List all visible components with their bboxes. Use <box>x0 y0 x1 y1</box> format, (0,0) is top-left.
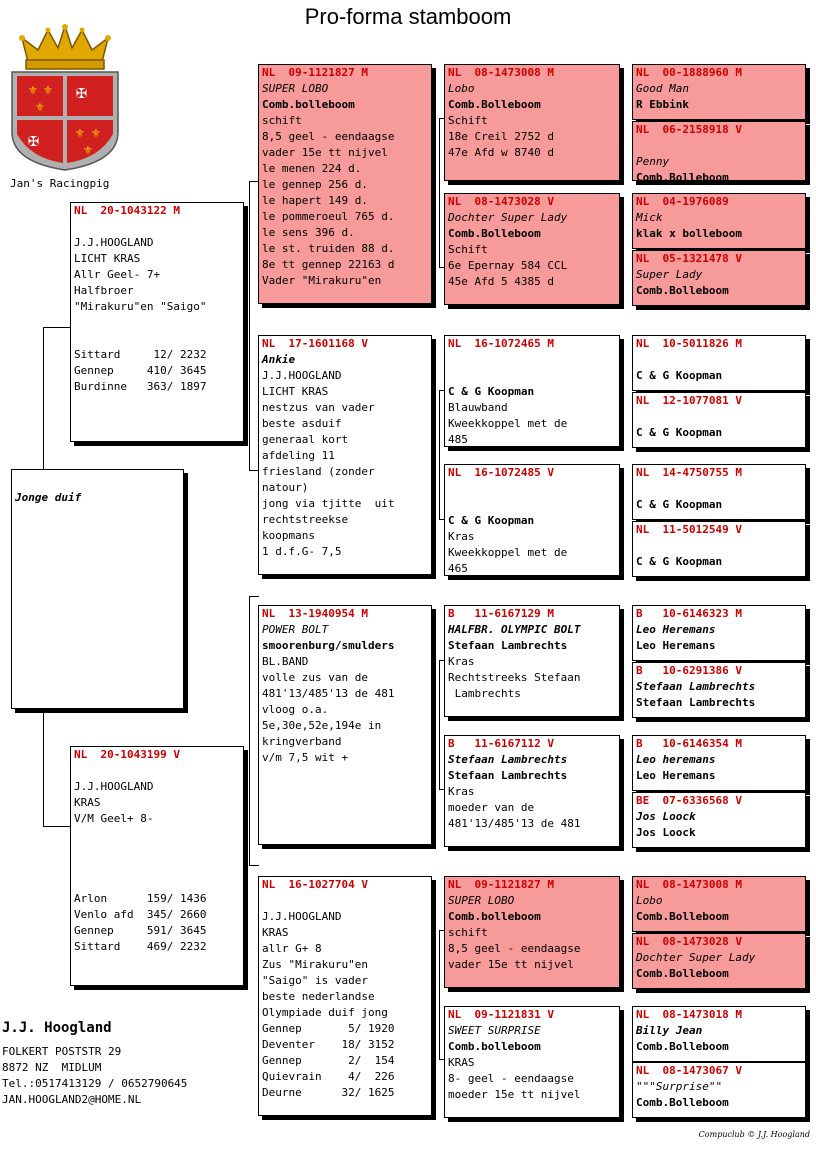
pedigree-line: SWEET SURPRISE <box>448 1024 541 1037</box>
owner-email: JAN.HOOGLAND2@HOME.NL <box>2 1093 142 1106</box>
pedigree-line: HALFBR. OLYMPIC BOLT <box>448 623 581 636</box>
pigeon-card-ggg[interactable] <box>632 392 806 448</box>
ring-number: NL 11-5012549 V <box>636 523 742 536</box>
pedigree-line: Lobo <box>448 82 475 95</box>
ring-number: BE 07-6336568 V <box>636 794 742 807</box>
ring-number: NL 08-1473067 V <box>636 1064 742 1077</box>
pigeon-card-ggg[interactable] <box>632 933 806 989</box>
pedigree-line <box>633 352 805 368</box>
pedigree-line: Leo Heremans <box>636 769 716 782</box>
ring-number: NL 17-1601168 V <box>262 337 368 350</box>
footer-credit: Compuclub © J.J. Hoogland <box>698 1130 810 1139</box>
svg-text:⚜: ⚜ <box>29 83 37 98</box>
pedigree-line: 45e Afd 5 4385 d <box>448 275 554 288</box>
pigeon-card-great-grandparent[interactable] <box>444 876 620 988</box>
pedigree-line: Comb.Bolleboom <box>636 967 729 980</box>
ring-number: NL 06-2158918 V <box>636 123 742 136</box>
ring-number: NL 00-1888960 M <box>636 66 742 79</box>
pedigree-line: Jos Loock <box>636 810 696 823</box>
pedigree-line: Gennep 5/ 1920 <box>262 1022 395 1035</box>
pigeon-card-ggg[interactable] <box>632 250 806 306</box>
pedigree-line: C & G Koopman <box>636 369 723 382</box>
pedigree-line: C & G Koopman <box>448 514 535 527</box>
pigeon-card-mother[interactable] <box>70 746 244 986</box>
pedigree-line: Stefaan Lambrechts <box>448 639 568 652</box>
pedigree-line: 47e Afd w 8740 d <box>448 146 554 159</box>
ring-number: NL 08-1473028 V <box>448 195 554 208</box>
pigeon-card-great-grandparent[interactable] <box>444 193 620 305</box>
pedigree-line: klak x bolleboom <box>636 227 742 240</box>
pedigree-line: Comb.bolleboom <box>448 1040 541 1053</box>
pedigree-line: smoorenburg/smulders <box>262 639 395 652</box>
ring-number: B 11-6167129 M <box>448 607 554 620</box>
svg-text:⚜: ⚜ <box>76 126 84 141</box>
pedigree-line: 6e Epernay 584 CCL <box>448 259 568 272</box>
pedigree-line: Deurne 32/ 1625 <box>262 1086 395 1099</box>
pedigree-line: moeder van de <box>448 801 535 814</box>
ring-number: NL 08-1473008 M <box>636 878 742 891</box>
pedigree-line: vloog o.a. <box>262 703 329 716</box>
pedigree-line: le gennep 256 d. <box>262 178 368 191</box>
pedigree-line: Comb.bolleboom <box>448 910 541 923</box>
pedigree-line: moeder 15e tt nijvel <box>448 1088 581 1101</box>
pedigree-line: Mick <box>636 211 663 224</box>
page-title: Pro-forma stamboom <box>304 4 512 29</box>
pedigree-line: J.J.HOOGLAND <box>262 369 342 382</box>
pedigree-line: Kras <box>448 655 475 668</box>
connector <box>43 327 44 467</box>
pedigree-line: Kras <box>448 785 475 798</box>
owner-address-line: FOLKERT POSTSTR 29 <box>2 1045 122 1058</box>
owner-phone: Tel.:0517413129 / 0652790645 <box>2 1077 188 1090</box>
pedigree-line: Gennep 2/ 154 <box>262 1054 395 1067</box>
pedigree-line: KRAS <box>74 796 101 809</box>
ring-number: NL 08-1473018 M <box>636 1008 742 1021</box>
pedigree-line: Venlo afd 345/ 2660 <box>74 908 207 921</box>
ring-number: NL 10-5011826 M <box>636 337 742 350</box>
pedigree-line <box>71 859 243 875</box>
pedigree-line: Comb.Bolleboom <box>636 1040 729 1053</box>
pedigree-line: le sens 396 d. <box>262 226 355 239</box>
pedigree-line: C & G Koopman <box>448 385 535 398</box>
pedigree-line <box>445 497 619 513</box>
ring-number: NL 08-1473028 V <box>636 935 742 948</box>
pigeon-card-great-grandparent[interactable] <box>444 605 620 717</box>
pedigree-line: BL.BAND <box>262 655 309 668</box>
pedigree-line: R Ebbink <box>636 98 689 111</box>
pigeon-card-ggg[interactable] <box>632 605 806 661</box>
ring-number: B 10-6291386 V <box>636 664 742 677</box>
pedigree-line: Stefaan Lambrechts <box>448 753 568 766</box>
ring-number: NL 16-1027704 V <box>262 878 368 891</box>
pigeon-card-ggg[interactable] <box>632 521 806 577</box>
pedigree-line: V/M Geel+ 8- <box>74 812 154 825</box>
ring-number: NL 16-1072485 V <box>448 466 554 479</box>
pedigree-line <box>633 409 805 425</box>
pedigree-line: jong via tjitte uit <box>262 497 395 510</box>
ring-number: NL 13-1940954 M <box>262 607 368 620</box>
pedigree-line: Jonge duif <box>15 491 82 504</box>
pedigree-line: v/m 7,5 wit + <box>262 751 349 764</box>
ring-number: B 11-6167112 V <box>448 737 554 750</box>
pedigree-line: SUPER LOBO <box>262 82 329 95</box>
pedigree-line: LICHT KRAS <box>262 385 329 398</box>
pedigree-line: Blauwband <box>448 401 508 414</box>
pedigree-line: Vader "Mirakuru"en <box>262 274 382 287</box>
pedigree-line: Lambrechts <box>448 687 521 700</box>
pedigree-line: Billy Jean <box>636 1024 703 1037</box>
pigeon-card-ggg[interactable] <box>632 792 806 848</box>
pedigree-line <box>259 893 431 909</box>
ring-number: NL 12-1077081 V <box>636 394 742 407</box>
owner-address-line: 8872 NZ MIDLUM <box>2 1061 102 1074</box>
crown-icon <box>19 24 111 69</box>
ring-number: NL 05-1321478 V <box>636 252 742 265</box>
pedigree-line: 8e tt gennep 22163 d <box>262 258 395 271</box>
pedigree-line: le pommeroeul 765 d. <box>262 210 395 223</box>
pedigree-line: natour) <box>262 481 309 494</box>
pedigree-line: afdeling 11 <box>262 449 335 462</box>
pedigree-line: Stefaan Lambrechts <box>448 769 568 782</box>
svg-text:✠: ✠ <box>28 130 39 151</box>
pedigree-line: rechtstreekse <box>262 513 349 526</box>
ring-number: NL 20-1043199 V <box>74 748 180 761</box>
pigeon-card-ggg[interactable] <box>632 464 806 520</box>
pigeon-card-ggg[interactable] <box>632 335 806 391</box>
pedigree-line: Comb.Bolleboom <box>448 98 541 111</box>
ring-number: B 10-6146323 M <box>636 607 742 620</box>
pedigree-line: J.J.HOOGLAND <box>74 236 154 249</box>
crest-logo <box>10 22 120 172</box>
pedigree-line: schift <box>448 926 488 939</box>
pedigree-line: Olympiade duif jong <box>262 1006 388 1019</box>
pedigree-line: Rechtstreeks Stefaan <box>448 671 581 684</box>
pedigree-line: Sittard 12/ 2232 <box>74 348 207 361</box>
pedigree-line: Kweekkoppel met de <box>448 546 568 559</box>
pedigree-line: 18e Creil 2752 d <box>448 130 554 143</box>
pedigree-line: 5e,30e,52e,194e in <box>262 719 382 732</box>
svg-text:⚜: ⚜ <box>84 143 92 158</box>
pedigree-line: Kweekkoppel met de <box>448 417 568 430</box>
pedigree-line: beste asduif <box>262 417 342 430</box>
pedigree-line: Comb.Bolleboom <box>636 284 729 297</box>
ring-number: NL 08-1473008 M <box>448 66 554 79</box>
pedigree-line: Leo Heremans <box>636 639 716 652</box>
pedigree-line: Sittard 469/ 2232 <box>74 940 207 953</box>
pedigree-line: 8,5 geel - eendaagse <box>448 942 581 955</box>
svg-text:⚜: ⚜ <box>44 83 52 98</box>
pedigree-line <box>445 368 619 384</box>
pedigree-line <box>445 481 619 497</box>
ring-number: NL 04-1976089 <box>636 195 729 208</box>
pigeon-card-ggg[interactable] <box>632 193 806 249</box>
pedigree-line: KRAS <box>448 1056 475 1069</box>
pedigree-line: generaal kort <box>262 433 349 446</box>
pedigree-line: Comb.Bolleboom <box>636 1096 729 1109</box>
pigeon-card-grandparent[interactable] <box>258 64 432 304</box>
pedigree-line: Super Lady <box>636 268 703 281</box>
pedigree-line: Quievrain 4/ 226 <box>262 1070 395 1083</box>
pedigree-line: Gennep 410/ 3645 <box>74 364 207 377</box>
pedigree-line: KRAS <box>262 926 289 939</box>
pedigree-line: 485 <box>448 433 468 446</box>
owner-block <box>0 1020 187 1108</box>
ring-number: NL 09-1121827 M <box>262 66 368 79</box>
ring-number: NL 20-1043122 M <box>74 204 180 217</box>
pedigree-line: C & G Koopman <box>636 555 723 568</box>
pedigree-line: LICHT KRAS <box>74 252 141 265</box>
pedigree-line: Zus "Mirakuru"en <box>262 958 368 971</box>
pedigree-line: 1 d.f.G- 7,5 <box>262 545 342 558</box>
pedigree-line: Allr Geel- 7+ <box>74 268 161 281</box>
pedigree-line: Jos Loock <box>636 826 696 839</box>
pedigree-line: schift <box>262 114 302 127</box>
pedigree-line <box>71 827 243 843</box>
pedigree-line: "Saigo" is vader <box>262 974 368 987</box>
pedigree-line: "Mirakuru"en "Saigo" <box>74 300 207 313</box>
pedigree-line <box>633 138 805 154</box>
pedigree-line: Burdinne 363/ 1897 <box>74 380 207 393</box>
pedigree-line: le hapert 149 d. <box>262 194 368 207</box>
pedigree-line: nestzus van vader <box>262 401 375 414</box>
pedigree-line: vader 15e tt nijvel <box>262 146 388 159</box>
pedigree-line <box>71 331 243 347</box>
pedigree-line: beste nederlandse <box>262 990 375 1003</box>
pedigree-line: Ankie <box>262 353 296 366</box>
pedigree-line: 8- geel - eendaagse <box>448 1072 574 1085</box>
shield-icon <box>12 72 118 170</box>
pedigree-line <box>633 538 805 554</box>
pigeon-card-grandparent[interactable] <box>258 335 432 575</box>
ring-number: NL 09-1121831 V <box>448 1008 554 1021</box>
pedigree-line: Good Man <box>636 82 689 95</box>
pigeon-card-great-grandparent[interactable] <box>444 335 620 447</box>
pedigree-line: Gennep 591/ 3645 <box>74 924 207 937</box>
pigeon-card-ggg[interactable] <box>632 662 806 718</box>
pedigree-line: Comb.Bolleboom <box>636 910 729 923</box>
pigeon-card-ggg[interactable] <box>632 121 806 181</box>
ring-number: NL 16-1072465 M <box>448 337 554 350</box>
pedigree-line: Dochter Super Lady <box>448 211 568 224</box>
pedigree-line: Halfbroer <box>74 284 134 297</box>
pigeon-card-ggg[interactable] <box>632 1006 806 1062</box>
pedigree-line: Deventer 18/ 3152 <box>262 1038 395 1051</box>
pedigree-line: Comb.Bolleboom <box>448 227 541 240</box>
pedigree-line <box>445 352 619 368</box>
club-name: Jan's Racingpig <box>10 177 110 190</box>
pedigree-line: C & G Koopman <box>636 498 723 511</box>
pigeon-card-ggg[interactable] <box>632 1062 806 1118</box>
pigeon-card-father[interactable] <box>70 202 244 442</box>
pedigree-line: volle zus van de <box>262 671 368 684</box>
ring-number: B 10-6146354 M <box>636 737 742 750</box>
pedigree-line: SUPER LOBO <box>448 894 515 907</box>
pigeon-card-great-grandparent[interactable] <box>444 464 620 576</box>
pigeon-card-great-grandparent[interactable] <box>444 64 620 181</box>
pedigree-line <box>71 763 243 779</box>
pedigree-line: Dochter Super Lady <box>636 951 756 964</box>
pigeon-card-ggg[interactable] <box>632 876 806 932</box>
pedigree-line: Leo Heremans <box>636 623 716 636</box>
pedigree-line: Stefaan Lambrechts <box>636 696 756 709</box>
pedigree-line: Penny <box>636 155 670 168</box>
svg-text:✠: ✠ <box>76 82 87 103</box>
pedigree-line: Schift <box>448 243 488 256</box>
pigeon-card-ggg[interactable] <box>632 64 806 120</box>
svg-text:⚜: ⚜ <box>92 126 100 141</box>
pedigree-line: J.J.HOOGLAND <box>262 910 342 923</box>
ring-number: NL 09-1121827 M <box>448 878 554 891</box>
pigeon-card-great-grandparent[interactable] <box>444 1006 620 1118</box>
pigeon-card-great-grandparent[interactable] <box>444 735 620 847</box>
pigeon-card-ggg[interactable] <box>632 735 806 791</box>
pedigree-line <box>71 843 243 859</box>
owner-name: J.J. Hoogland <box>2 1020 112 1036</box>
pedigree-line <box>71 315 243 331</box>
pedigree-line: 465 <box>448 562 468 575</box>
pedigree-line: le st. truiden 88 d. <box>262 242 395 255</box>
pedigree-line: J.J.HOOGLAND <box>74 780 154 793</box>
pedigree-line <box>71 219 243 235</box>
pedigree-line: koopmans <box>262 529 315 542</box>
pedigree-line: 481'13/485'13 de 481 <box>262 687 395 700</box>
pedigree-line: 8,5 geel - eendaagse <box>262 130 395 143</box>
pedigree-line: Lobo <box>636 894 663 907</box>
pedigree-line: allr G+ 8 <box>262 942 322 955</box>
pedigree-line <box>71 875 243 891</box>
pedigree-line: vader 15e tt nijvel <box>448 958 574 971</box>
pigeon-card-grandparent[interactable] <box>258 605 432 845</box>
pedigree-line: POWER BOLT <box>262 623 329 636</box>
pedigree-line: Kras <box>448 530 475 543</box>
pedigree-line: kringverband <box>262 735 342 748</box>
pedigree-line: Arlon 159/ 1436 <box>74 892 207 905</box>
pedigree-line: C & G Koopman <box>636 426 723 439</box>
pedigree-line: 481'13/485'13 de 481 <box>448 817 581 830</box>
pedigree-line: Stefaan Lambrechts <box>636 680 756 693</box>
pedigree-line: Comb.Bolleboom <box>636 171 729 181</box>
pedigree-line: le menen 224 d. <box>262 162 362 175</box>
pedigree-line: Schift <box>448 114 488 127</box>
ring-number: NL 14-4750755 M <box>636 466 742 479</box>
pigeon-card-grandparent[interactable] <box>258 876 432 1116</box>
pedigree-line: """Surprise"" <box>636 1080 723 1093</box>
pedigree-line: friesland (zonder <box>262 465 375 478</box>
svg-text:⚜: ⚜ <box>36 100 44 115</box>
pedigree-line: Leo heremans <box>636 753 716 766</box>
pedigree-line <box>633 481 805 497</box>
pedigree-line: Comb.bolleboom <box>262 98 355 111</box>
pigeon-card-subject[interactable] <box>11 469 184 709</box>
